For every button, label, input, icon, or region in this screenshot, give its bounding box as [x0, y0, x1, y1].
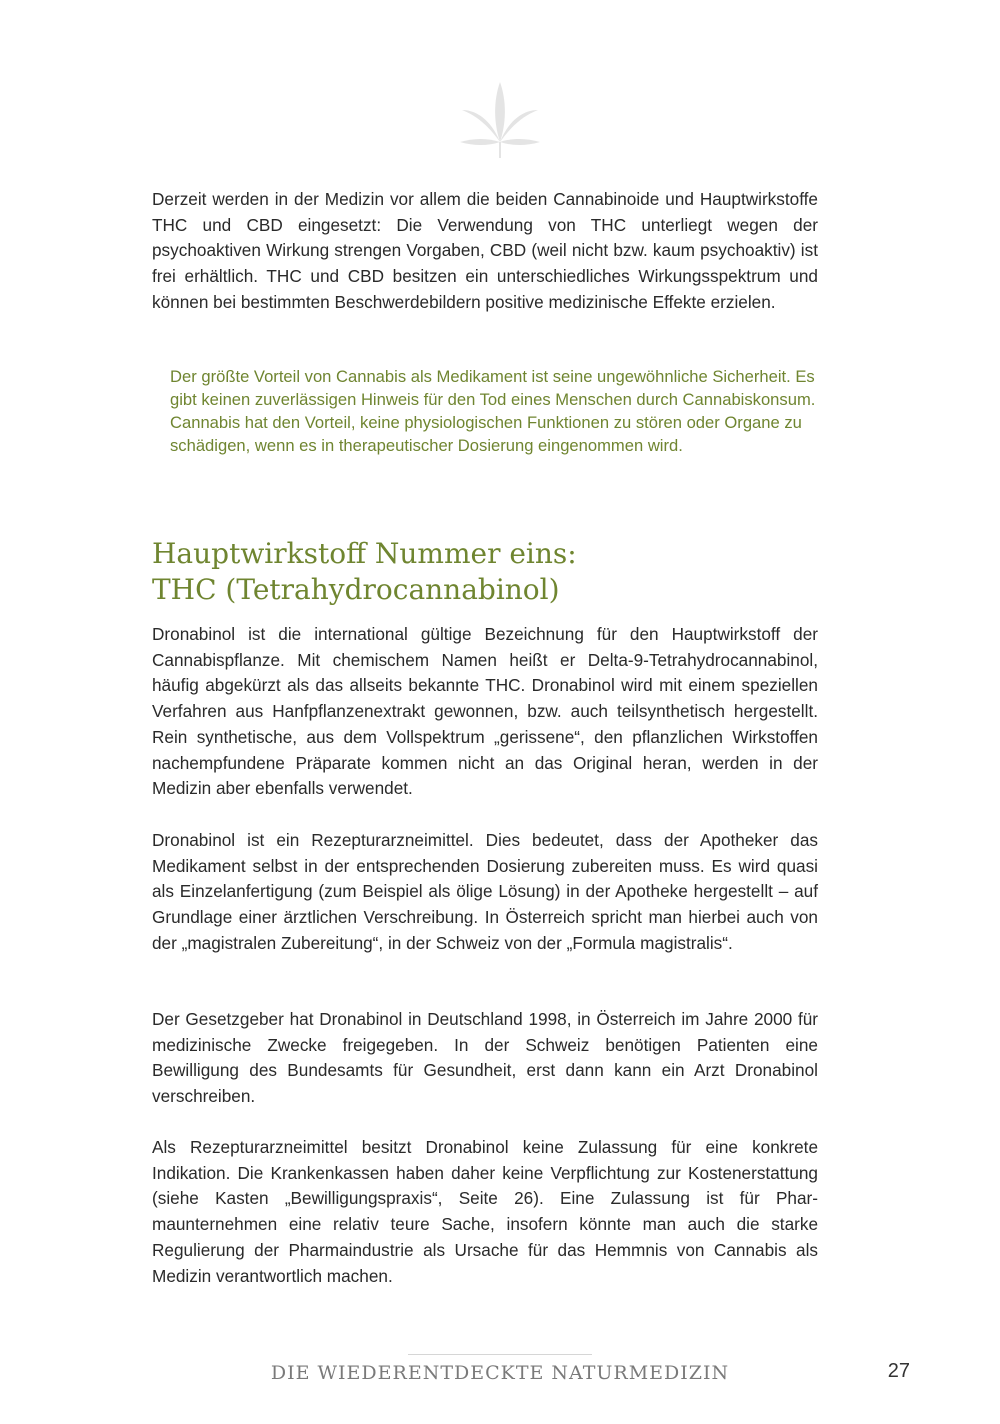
- body-paragraph-3: Der Gesetzgeber hat Dronabinol in Deutschland 1998, in Österreich im Jahre 2000 für medizinische Zwecke freigegeben. In der Schweiz benötigen Patienten eine Bewilligung des Bundesamts für Gesundheit, erst dann kann ein Arzt Dronabinol verschreiben.: [152, 1009, 818, 1107]
- body-paragraph-4: Als Rezepturarzneimittel besitzt Dronabinol keine Zulassung für eine konkrete Indikation. Die Krankenkassen haben daher keine Verpflichtung zur Kostenerstattung (siehe Kasten „Bewilligungspraxis“, Seite 26). Eine Zulassung ist für Pharmaunternehmen eine relativ teure Sache, insofern könnte man auch die starke Regulierung der Pharmaindustrie als Ursache für das Hemmnis von Cannabis als Medizin verantwortlich machen.: [152, 1137, 818, 1286]
- footer-book-title: DIE WIEDERENTDECKTE NATURMEDIZIN: [270, 1362, 730, 1384]
- highlight-quote: Der größte Vorteil von Cannabis als Medikament ist seine ungewöhnliche Sicherheit. Es gibt keinen zuverlässigen Hinweis für den Tod eines Menschen durch Cannabiskonsum. Cannabis hat den Vorteil, keine physiologischen Funktionen zu stören oder Organe zu schädigen, wenn es in therapeutischer Dosierung eingenommen wird.: [170, 367, 816, 455]
- body-paragraph-2: Dronabinol ist ein Rezepturarzneimittel. Dies bedeutet, dass der Apotheker das Medikament selbst in der entsprechenden Dosierung zubereiten muss. Es wird quasi als Einzelanfertigung (zum Beispiel als ölige Lösung) in der Apotheke hergestellt – auf Grundlage einer ärztlichen Verschreibung. In Österreich spricht man hierbei auch von der „magistralen Zubereitung“, in der Schweiz von der „Formula magistralis“.: [152, 830, 818, 953]
- footer-divider: [408, 1354, 592, 1355]
- cannabis-leaf-icon: [454, 80, 546, 160]
- section-heading-line-1: Hauptwirkstoff Nummer eins:: [152, 537, 577, 570]
- body-paragraph-1: Dronabinol ist die international gültige Bezeichnung für den Hauptwirkstoff der Cannabispflanze. Mit chemischem Namen heißt er Delta-9-Tetrahydrocannabinol, häufig abgekürzt als das allseits bekannte THC. Dronabinol wird mit einem speziellen Verfahren aus Hanfpflanzenextrakt gewonnen, bzw. auch teilsynthetisch hergestellt. Rein synthetische, aus dem Vollspektrum „gerissene“, den pflanzlichen Wirkstoffen nachempfundene Präparate kommen nicht an das Original heran, werden in der Medizin aber ebenfalls verwendet.: [152, 624, 818, 799]
- section-heading: [152, 536, 852, 608]
- page-number: 27: [887, 1360, 910, 1382]
- intro-paragraph: Derzeit werden in der Medizin vor allem die beiden Cannabinoide und Hauptwirkstoffe THC und CBD eingesetzt: Die Verwendung von THC unterliegt wegen der psychoaktiven Wirkung strengen Vorgaben, CBD (weil nicht bzw. kaum psychoaktiv) ist frei erhältlich. THC und CBD besitzen ein unterschiedliches Wirkungsspektrum und können bei bestimmten Beschwerdebildern positive medizinische Effekte erzielen.: [152, 189, 818, 312]
- section-heading-line-2: THC (Tetrahydrocannabinol): [152, 573, 560, 606]
